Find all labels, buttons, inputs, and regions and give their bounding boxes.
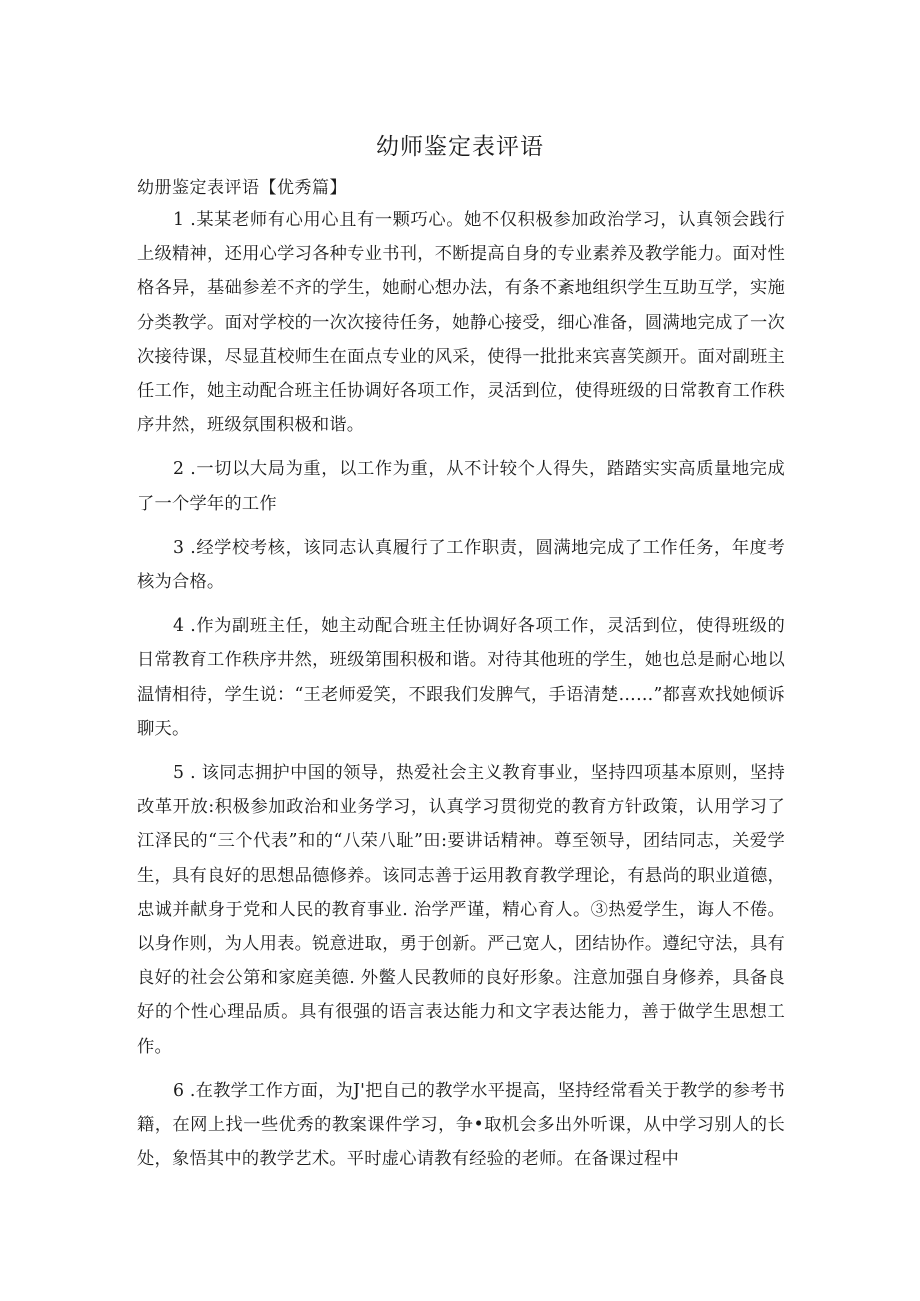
paragraph-3: 3 .经学校考核，该同志认真履行了工作职责，圆满地完成了工作任务，年度考核为合格。 — [137, 537, 785, 593]
paragraph-5: 5 . 该同志拥护中国的领导，热爱社会主义教育事业，坚持四项基本原则，坚持改革开放:积极参加政治和业务学习，认真学习贯彻党的教育方针政策，认用学习了江泽民的“三个代表”和的“八荣八耻”田:要讲话精神。尊至领导，团结同志，关爱学生，具有良好的思想品德修养。该同志善于运用教育教学理论，有悬尚的职业道德，忠诚并献身于党和人民的教育事业. 治学严谨，精心育人。③热爱学生，诲人不倦。以身作则，为人用表。锐意进取，勇于创新。严己宽人，团结协作。遵纪守法，具有良好的社会公第和家庭美德. 外鳖人民教师的良好形象。注意加强自身修养，具备良好的个性心理品质。具有很强的语言表达能力和文字表达能力，善于做学生思想工作。 — [137, 763, 785, 1057]
document-body — [137, 203, 785, 1186]
document-subtitle: 幼册鉴定表评语【优秀篇】 — [137, 178, 347, 198]
paragraph-6: 6 .在教学工作方面，为J'把自己的教学水平提高，坚持经常看关于教学的参考书籍，在网上找一些优秀的教案课件学习，争•取机会多出外听课，从中学习别人的长处，象悟其中的教学艺术。平时虚心请教有经验的老师。在备课过程中 — [137, 1080, 785, 1170]
paragraph-4: 4 .作为副班主任，她主动配合班主任协调好各项工作，灵活到位，使得班级的日常教育工作秩序井然，班级第围积极和谐。对待其他班的学生，她也总是耐心地以温情相待，学生说：“王老师爱笑，不跟我们发脾气，手语清楚……”都喜欢找她倾诉聊天。 — [137, 616, 785, 739]
paragraph-1: 1 .某某老师有心用心且有一颗巧心。她不仅积极参加政治学习，认真领会践行上级精神，还用心学习各种专业书刊，不断提高自身的专业素养及教学能力。面对性格各异，基础参差不齐的学生，她耐心想办法，有条不紊地组织学生互助互学，实施分类教学。面对学校的一次次接待任务，她静心接受，细心准备，圆满地完成了一次次接待课，尽显苴校师生在面点专业的风采，使得一批批来宾喜笑颜开。面对副班主任工作，她主动配合班主任协调好各项工作，灵活到位，使得班级的日常教育工作秩序井然，班级氛围积极和谐。 — [137, 210, 785, 436]
document-title: 幼师鉴定表评语 — [376, 134, 544, 160]
paragraph-2: 2 .一切以大局为重，以工作为重，从不计较个人得失，踏踏实实高质量地完成了一个学年的工作 — [137, 459, 785, 514]
